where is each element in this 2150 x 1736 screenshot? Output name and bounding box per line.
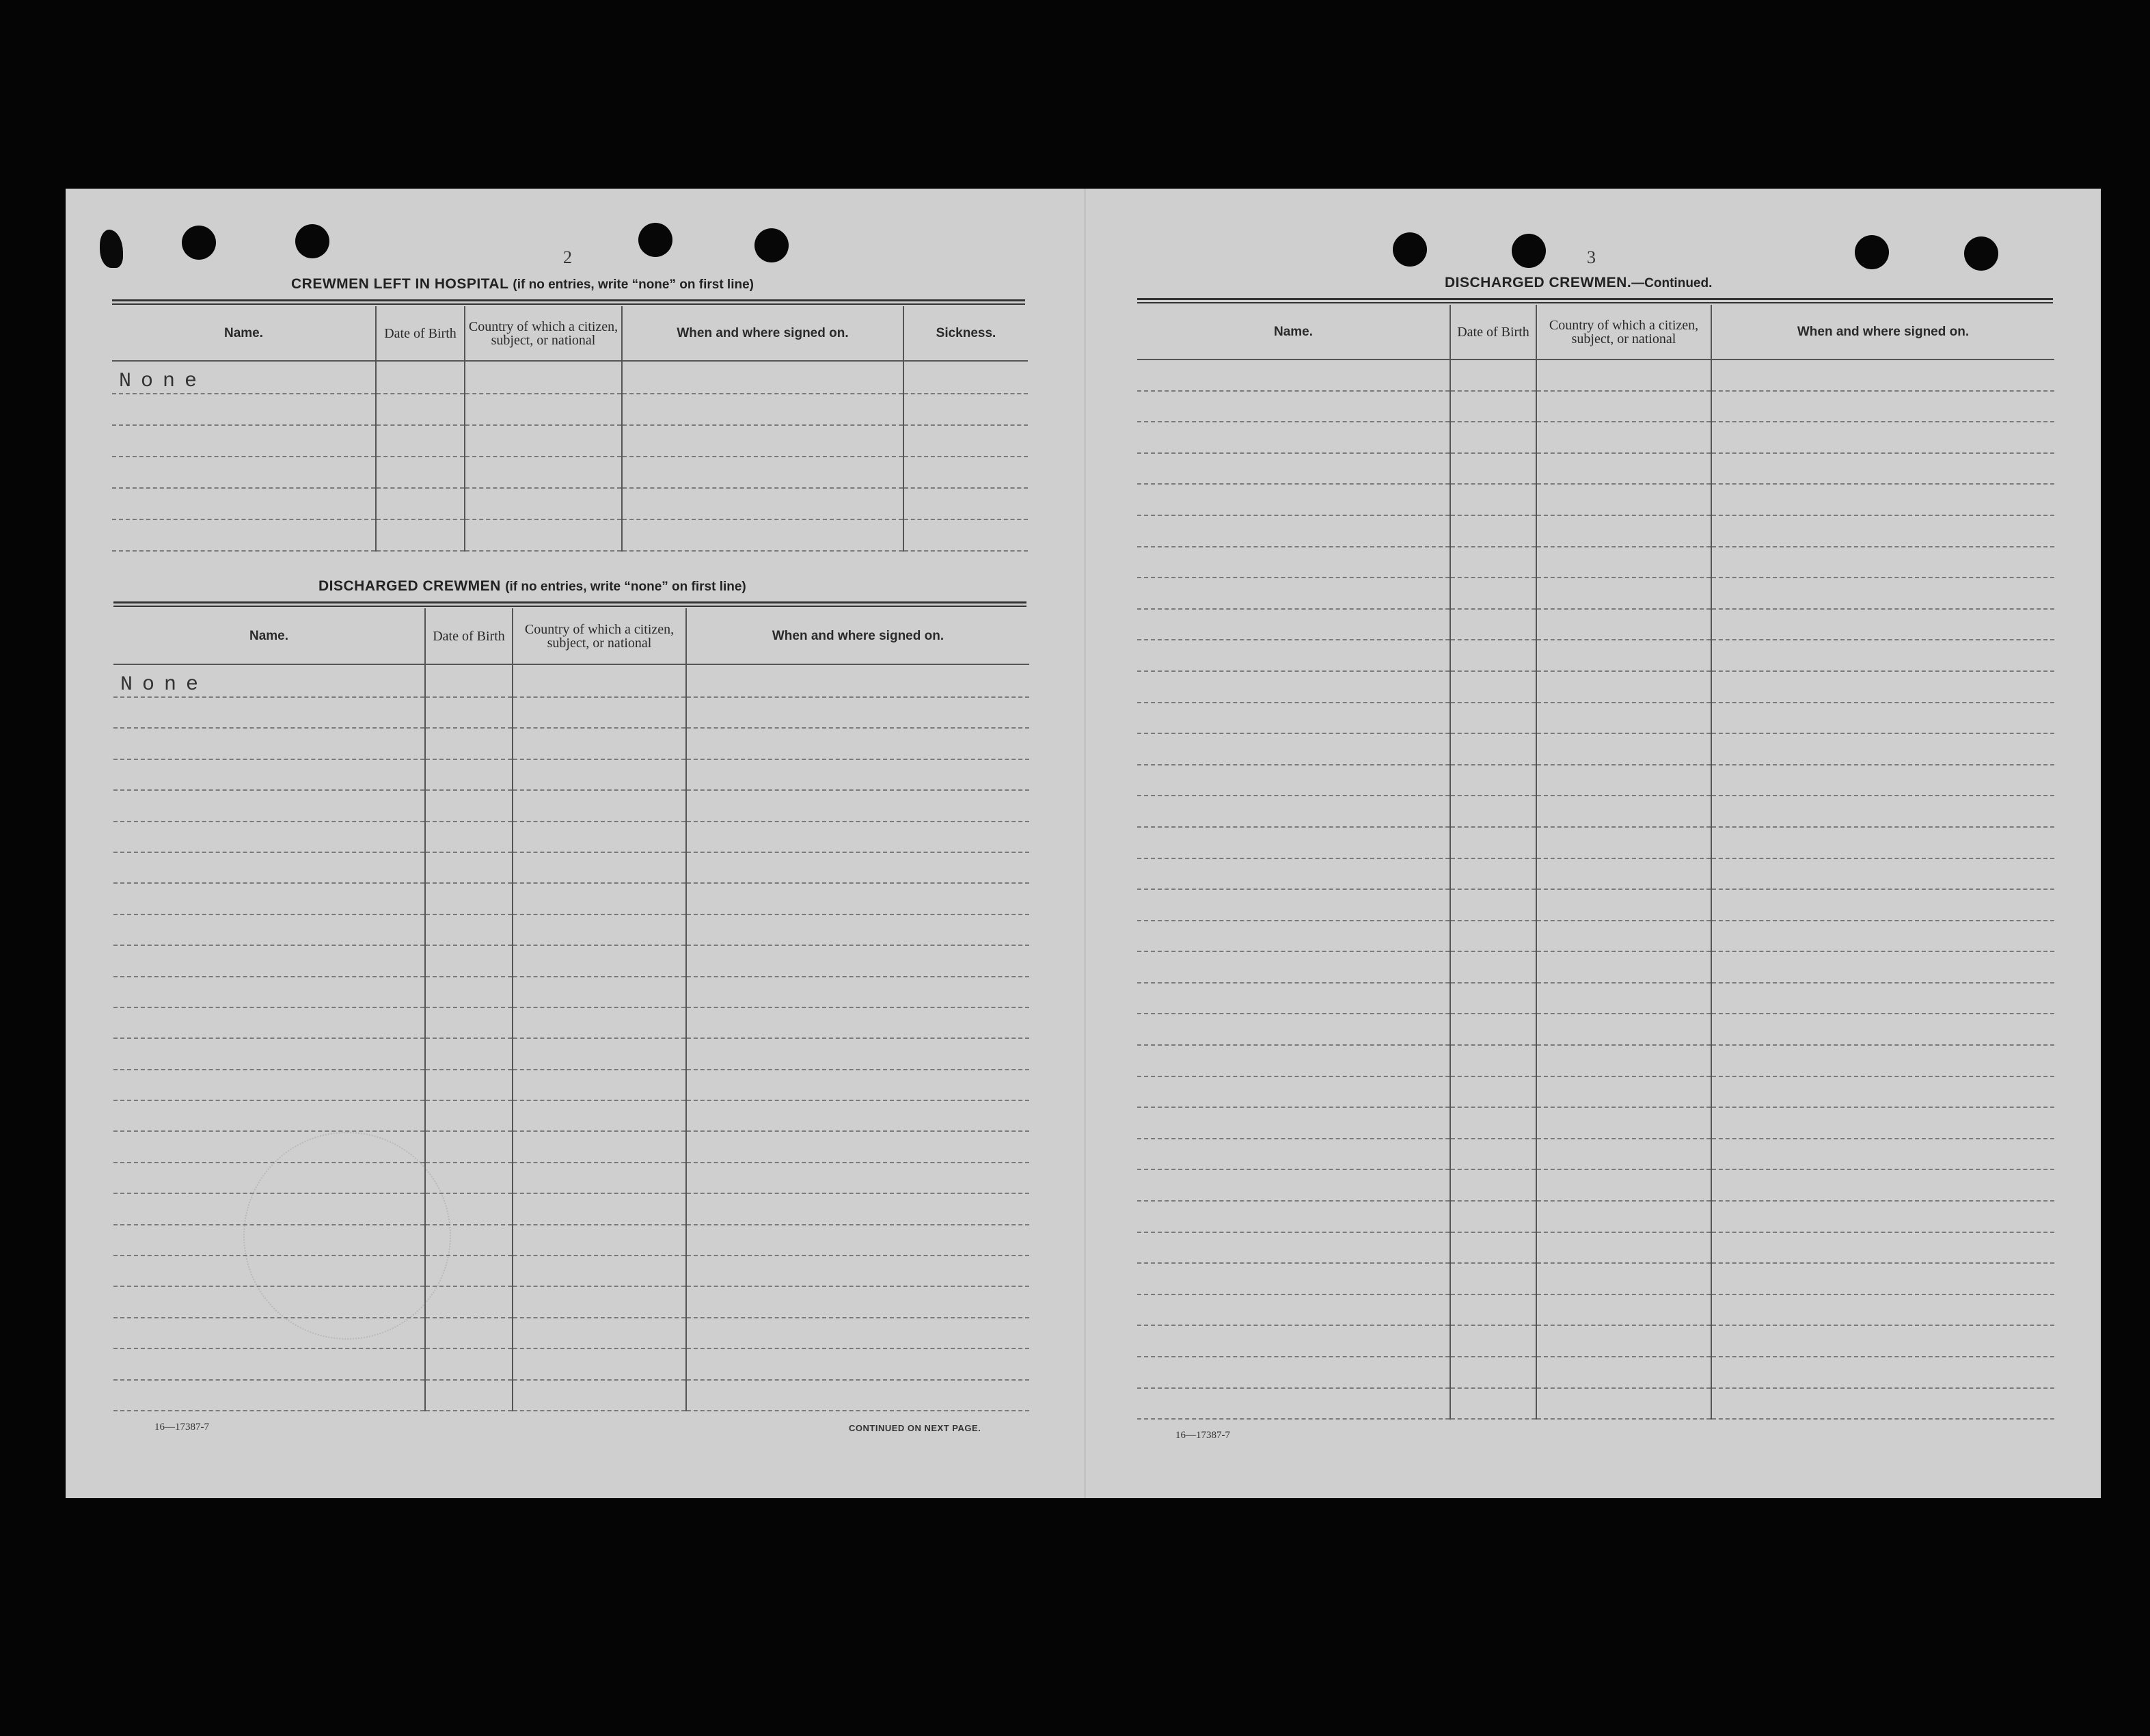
table-row xyxy=(1137,578,2054,609)
table-row xyxy=(1137,765,2054,796)
table-row xyxy=(1137,796,2054,827)
table-row xyxy=(1137,1294,2054,1326)
right-title-text: DISCHARGED CREWMEN. xyxy=(1445,275,1632,290)
table-row xyxy=(1137,951,2054,983)
form-number: 16—17387-7 xyxy=(1175,1430,1230,1441)
table-row xyxy=(113,1131,1029,1162)
table-row xyxy=(1137,1357,2054,1388)
table-row xyxy=(113,1007,1029,1038)
binder-hole xyxy=(295,224,329,258)
table-row xyxy=(1137,983,2054,1014)
table-row xyxy=(1137,858,2054,890)
right-discharged-table xyxy=(1137,305,2054,1420)
faded-stamp xyxy=(243,1132,451,1340)
hospital-top-rule xyxy=(112,299,1025,305)
table-row xyxy=(112,361,1028,394)
table-row xyxy=(113,1070,1029,1100)
table-row xyxy=(1137,1045,2054,1076)
table-row xyxy=(1137,547,2054,578)
hospital-section-title xyxy=(291,276,754,293)
page-number: 3 xyxy=(1587,247,1596,267)
table-row xyxy=(113,1348,1029,1379)
table-row xyxy=(113,1038,1029,1069)
table-row xyxy=(112,519,1028,551)
table-row xyxy=(113,1163,1029,1193)
col-header-signed-on: When and where signed on. xyxy=(686,608,1029,664)
continued-note: CONTINUED ON NEXT PAGE. xyxy=(849,1423,981,1433)
table-row xyxy=(1137,1388,2054,1420)
table-row xyxy=(113,664,1029,697)
col-header-date-of-birth: Date of Birth xyxy=(376,306,465,361)
binder-hole xyxy=(754,228,789,262)
page-number: 2 xyxy=(563,247,572,267)
table-row xyxy=(1137,1107,2054,1139)
col-header-name: Name. xyxy=(112,306,376,361)
col-header-country: Country of which a citizen, subject, or national xyxy=(513,608,686,664)
table-row xyxy=(1137,1014,2054,1045)
table-row xyxy=(112,457,1028,488)
right-title-suffix: —Continued. xyxy=(1631,276,1713,290)
right-top-rule xyxy=(1137,298,2053,303)
table-row xyxy=(113,728,1029,759)
discharged-instruction: (if no entries, write “none” on first line) xyxy=(505,580,746,594)
table-row xyxy=(1137,733,2054,765)
table-row xyxy=(113,852,1029,883)
binder-hole xyxy=(1855,235,1889,269)
col-header-country: Country of which a citizen, subject, or national xyxy=(465,306,622,361)
table-row xyxy=(113,914,1029,945)
table-row xyxy=(1137,1076,2054,1108)
table-row xyxy=(113,1286,1029,1317)
binder-hole xyxy=(638,223,672,257)
table-row xyxy=(1137,391,2054,422)
table-row xyxy=(1137,1325,2054,1357)
table-row xyxy=(1137,1263,2054,1294)
table-row xyxy=(113,1318,1029,1348)
table-row xyxy=(1137,671,2054,703)
hospital-instruction: (if no entries, write “none” on first line) xyxy=(513,277,754,292)
table-row xyxy=(113,697,1029,728)
col-header-date-of-birth: Date of Birth xyxy=(425,608,513,664)
discharged-table xyxy=(113,608,1029,1411)
table-row xyxy=(1137,1169,2054,1201)
table-row xyxy=(113,1380,1029,1411)
col-header-signed-on: When and where signed on. xyxy=(1711,305,2054,360)
table-row xyxy=(112,488,1028,519)
table-row xyxy=(1137,827,2054,858)
table-row xyxy=(113,790,1029,821)
name-cell: None xyxy=(113,664,425,697)
table-row xyxy=(1137,453,2054,485)
table-row xyxy=(112,394,1028,425)
table-row xyxy=(113,977,1029,1007)
col-header-signed-on: When and where signed on. xyxy=(622,306,903,361)
col-header-country: Country of which a citizen, subject, or national xyxy=(1536,305,1711,360)
table-row xyxy=(1137,1201,2054,1232)
binder-hole xyxy=(1393,232,1427,267)
col-header-name: Name. xyxy=(1137,305,1450,360)
discharged-title-text: DISCHARGED CREWMEN xyxy=(318,578,501,594)
table-row xyxy=(1137,640,2054,671)
binder-hole xyxy=(182,226,216,260)
name-cell: None xyxy=(112,361,376,394)
table-row xyxy=(113,883,1029,914)
form-number: 16—17387-7 xyxy=(154,1422,209,1433)
table-row xyxy=(1137,1139,2054,1170)
hospital-table xyxy=(112,306,1028,552)
col-header-name: Name. xyxy=(113,608,425,664)
table-row xyxy=(1137,360,2054,391)
table-row xyxy=(1137,889,2054,921)
table-row xyxy=(1137,422,2054,453)
document-sheet xyxy=(66,189,2101,1498)
table-row xyxy=(1137,609,2054,640)
discharged-top-rule xyxy=(113,601,1026,607)
right-section-title xyxy=(1445,275,1712,291)
table-row xyxy=(1137,515,2054,547)
table-row xyxy=(113,822,1029,852)
table-row xyxy=(1137,484,2054,515)
col-header-date-of-birth: Date of Birth xyxy=(1450,305,1536,360)
table-row xyxy=(113,759,1029,790)
col-header-sickness: Sickness. xyxy=(903,306,1028,361)
table-row xyxy=(1137,703,2054,734)
table-row xyxy=(1137,1232,2054,1264)
table-row xyxy=(1137,921,2054,952)
table-row xyxy=(112,425,1028,457)
binder-hole xyxy=(1512,234,1546,268)
discharged-section-title xyxy=(318,578,746,595)
table-row xyxy=(113,945,1029,976)
page-fold xyxy=(1084,189,1086,1498)
binder-hole xyxy=(1964,236,1998,271)
torn-corner-mark xyxy=(100,230,123,268)
hospital-title-text: CREWMEN LEFT IN HOSPITAL xyxy=(291,276,509,292)
table-row xyxy=(113,1100,1029,1131)
